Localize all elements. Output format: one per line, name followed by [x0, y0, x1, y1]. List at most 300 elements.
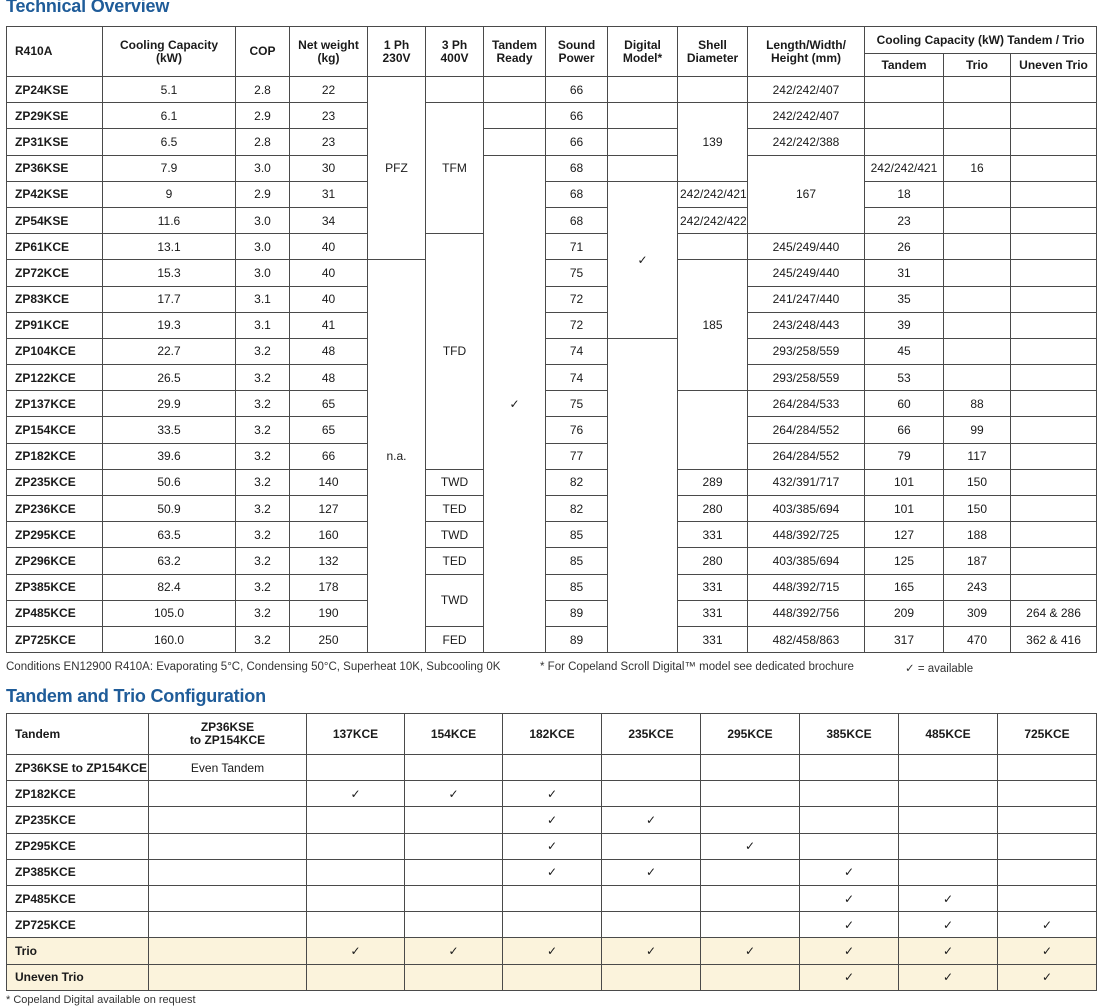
dims-cell: 432/391/717	[748, 469, 865, 495]
tandem-cap-cell: 18	[865, 181, 944, 207]
tandem-cap-cell	[865, 77, 944, 103]
check-cell: ✓	[503, 938, 602, 964]
uneven-cap-cell	[1011, 391, 1097, 417]
tandem-ready-cell	[484, 103, 546, 129]
weight-cell: 65	[290, 391, 368, 417]
config-cell	[998, 833, 1097, 859]
header-sub-trio: Trio	[944, 54, 1011, 77]
uneven-cap-cell	[1011, 417, 1097, 443]
model-cell: ZP122KCE	[7, 365, 103, 391]
weight-cell: 65	[290, 417, 368, 443]
available-legend: ✓ = available	[905, 663, 974, 675]
ph1-na-cell: n.a.	[368, 260, 426, 653]
weight-cell: 40	[290, 234, 368, 260]
table-row	[7, 312, 1097, 338]
config-row	[7, 807, 1097, 833]
config-row-label: ZP385KCE	[7, 859, 149, 885]
model-cell: ZP24KSE	[7, 77, 103, 103]
capacity-cell: 105.0	[103, 600, 236, 626]
cop-cell: 3.2	[236, 548, 290, 574]
ph3-ted-cell: TED	[426, 548, 484, 574]
config-cell	[998, 755, 1097, 781]
trio-cap-cell	[1011, 155, 1097, 181]
cop-cell: 3.2	[236, 391, 290, 417]
digital-cell	[608, 129, 678, 155]
config-row-label: ZP295KCE	[7, 833, 149, 859]
model-cell: ZP296KCE	[7, 548, 103, 574]
header-1ph: 1 Ph 230V	[368, 27, 426, 77]
config-header-295kce: 295KCE	[701, 714, 800, 755]
uneven-cap-cell	[1011, 103, 1097, 129]
digital-cell	[608, 77, 678, 103]
uneven-cap-cell: 362 & 416	[1011, 626, 1097, 652]
dims-cell: 293/258/559	[748, 365, 865, 391]
trio-cap-cell	[944, 338, 1011, 364]
tandem-cap-cell: 35	[865, 286, 944, 312]
cop-cell: 3.0	[236, 234, 290, 260]
trio-cap-cell: 117	[944, 443, 1011, 469]
config-cell	[405, 807, 503, 833]
shell-cell	[678, 234, 748, 260]
sound-cell: 66	[546, 77, 608, 103]
config-cell	[998, 885, 1097, 911]
config-cell	[899, 807, 998, 833]
cop-cell: 3.2	[236, 626, 290, 652]
check-cell: ✓	[602, 859, 701, 885]
sound-cell: 76	[546, 417, 608, 443]
uneven-cap-cell	[1011, 181, 1097, 207]
model-cell: ZP137KCE	[7, 391, 103, 417]
uneven-cap-cell	[1011, 234, 1097, 260]
shell-280-cell: 280	[678, 548, 748, 574]
config-cell	[149, 807, 307, 833]
dims-cell: 448/392/715	[748, 574, 865, 600]
sound-cell: 72	[546, 286, 608, 312]
capacity-cell: 160.0	[103, 626, 236, 652]
header-sound-power: Sound Power	[546, 27, 608, 77]
config-cell	[899, 833, 998, 859]
check-cell: ✓	[602, 807, 701, 833]
cop-cell: 3.2	[236, 496, 290, 522]
weight-cell: 140	[290, 469, 368, 495]
header-sub-uneven-trio: Uneven Trio	[1011, 54, 1097, 77]
cop-cell: 3.2	[236, 522, 290, 548]
trio-cap-cell	[944, 286, 1011, 312]
config-cell	[602, 781, 701, 807]
check-cell: ✓	[800, 885, 899, 911]
capacity-cell: 82.4	[103, 574, 236, 600]
dims-cell: 242/242/421	[865, 155, 944, 181]
model-cell: ZP235KCE	[7, 469, 103, 495]
model-cell: ZP91KCE	[7, 312, 103, 338]
sound-cell: 68	[546, 207, 608, 233]
config-row-label: ZP235KCE	[7, 807, 149, 833]
capacity-cell: 50.9	[103, 496, 236, 522]
tandem-ready-cell	[484, 129, 546, 155]
shell-331-cell: 331	[678, 522, 748, 548]
header-cooling-capacity: Cooling Capacity (kW)	[103, 27, 236, 77]
cop-cell: 3.2	[236, 338, 290, 364]
ph3-ted-cell: TED	[426, 496, 484, 522]
shell-331-cell: 331	[678, 600, 748, 626]
uneven-cap-cell: 264 & 286	[1011, 600, 1097, 626]
config-header-235kce: 235KCE	[602, 714, 701, 755]
dims-cell: 264/284/552	[748, 417, 865, 443]
tandem-cap-cell: 125	[865, 548, 944, 574]
trio-cap-cell: 309	[944, 600, 1011, 626]
check-cell: ✓	[503, 781, 602, 807]
dims-cell: 448/392/725	[748, 522, 865, 548]
digital-cell	[608, 103, 678, 129]
config-row	[7, 885, 1097, 911]
header-shell-diameter: Shell Diameter	[678, 27, 748, 77]
tandem-cap-cell: 66	[865, 417, 944, 443]
tandem-ready-cell	[484, 77, 546, 103]
config-cell	[899, 781, 998, 807]
ph3-cell	[426, 77, 484, 103]
uneven-cap-cell	[1011, 338, 1097, 364]
cop-cell: 2.9	[236, 103, 290, 129]
shell-cell	[678, 391, 748, 470]
capacity-cell: 9	[103, 181, 236, 207]
check-cell: ✓	[701, 938, 800, 964]
trio-cap-cell	[944, 365, 1011, 391]
capacity-cell: 33.5	[103, 417, 236, 443]
cop-cell: 3.2	[236, 443, 290, 469]
tandem-cap-cell: 16	[944, 155, 1011, 181]
capacity-cell: 6.1	[103, 103, 236, 129]
check-cell: ✓	[405, 938, 503, 964]
header-cooling-group: Cooling Capacity (kW) Tandem / Trio	[865, 27, 1097, 54]
capacity-cell: 5.1	[103, 77, 236, 103]
capacity-cell: 19.3	[103, 312, 236, 338]
check-cell: ✓	[307, 781, 405, 807]
weight-cell: 23	[290, 103, 368, 129]
table-row	[7, 260, 1097, 286]
tandem-cap-cell: 26	[865, 234, 944, 260]
dims-cell: 242/242/407	[748, 77, 865, 103]
config-cell	[701, 859, 800, 885]
check-cell: ✓	[899, 912, 998, 938]
weight-cell: 23	[290, 129, 368, 155]
shell-167-cell: 167	[748, 155, 865, 234]
config-cell	[307, 807, 405, 833]
dims-cell: 448/392/756	[748, 600, 865, 626]
trio-cap-cell: 188	[944, 522, 1011, 548]
cop-cell: 3.2	[236, 469, 290, 495]
table-row	[7, 286, 1097, 312]
weight-cell: 40	[290, 260, 368, 286]
header-dimensions: Length/Width/ Height (mm)	[748, 27, 865, 77]
config-cell	[701, 781, 800, 807]
trio-cap-cell	[944, 260, 1011, 286]
cop-cell: 3.1	[236, 286, 290, 312]
sound-cell: 72	[546, 312, 608, 338]
config-cell	[701, 912, 800, 938]
cop-cell: 3.0	[236, 155, 290, 181]
weight-cell: 48	[290, 338, 368, 364]
cop-cell: 2.8	[236, 77, 290, 103]
header-tandem-ready: Tandem Ready	[484, 27, 546, 77]
trio-cap-cell: 88	[944, 391, 1011, 417]
tandem-ready-check-cell: ✓	[484, 155, 546, 653]
sound-cell: 77	[546, 443, 608, 469]
shell-185-cell: 185	[678, 260, 748, 391]
conditions-footnote: Conditions EN12900 R410A: Evaporating 5°C, Condensing 50°C, Superheat 10K, Subcooling 0K	[6, 661, 501, 673]
check-cell: ✓	[899, 885, 998, 911]
table-row	[7, 600, 1097, 626]
table-row	[7, 234, 1097, 260]
table-row	[7, 496, 1097, 522]
config-cell	[307, 833, 405, 859]
tandem-cap-cell: 23	[865, 207, 944, 233]
config-cell	[503, 964, 602, 990]
digital-cell	[608, 155, 678, 181]
model-cell: ZP61KCE	[7, 234, 103, 260]
sound-cell: 85	[546, 574, 608, 600]
weight-cell: 127	[290, 496, 368, 522]
config-row	[7, 755, 1097, 781]
config-cell	[149, 859, 307, 885]
table-row	[7, 155, 1097, 181]
weight-cell: 160	[290, 522, 368, 548]
weight-cell: 48	[290, 365, 368, 391]
tandem-cap-cell: 79	[865, 443, 944, 469]
config-row	[7, 781, 1097, 807]
cop-cell: 3.2	[236, 574, 290, 600]
config-header-range: ZP36KSE to ZP154KCE	[149, 714, 307, 755]
tandem-cap-cell	[865, 103, 944, 129]
config-header-tandem: Tandem	[7, 714, 149, 755]
check-cell: ✓	[503, 859, 602, 885]
digital-cell	[608, 338, 678, 652]
tandem-cap-cell: 209	[865, 600, 944, 626]
tandem-cap-cell: 45	[865, 338, 944, 364]
check-cell: ✓	[998, 912, 1097, 938]
check-cell: ✓	[998, 938, 1097, 964]
config-cell	[701, 885, 800, 911]
model-cell: ZP29KSE	[7, 103, 103, 129]
capacity-cell: 39.6	[103, 443, 236, 469]
check-cell: ✓	[307, 938, 405, 964]
tandem-cap-cell: 317	[865, 626, 944, 652]
config-row	[7, 912, 1097, 938]
header-digital-model: Digital Model*	[608, 27, 678, 77]
cop-cell: 2.8	[236, 129, 290, 155]
sound-cell: 75	[546, 260, 608, 286]
technical-overview-title: Technical Overview	[6, 0, 170, 16]
model-cell: ZP485KCE	[7, 600, 103, 626]
config-row-label: ZP182KCE	[7, 781, 149, 807]
cop-cell: 3.0	[236, 260, 290, 286]
bottom-footnote: * Copeland Digital available on request	[6, 994, 196, 1006]
model-cell: ZP36KSE	[7, 155, 103, 181]
uneven-cap-cell	[1011, 469, 1097, 495]
config-cell	[149, 938, 307, 964]
weight-cell: 250	[290, 626, 368, 652]
table-row	[7, 391, 1097, 417]
config-cell	[602, 885, 701, 911]
capacity-cell: 22.7	[103, 338, 236, 364]
shell-cell	[678, 77, 748, 103]
config-row	[7, 859, 1097, 885]
cop-cell: 3.2	[236, 600, 290, 626]
trio-cap-cell	[944, 103, 1011, 129]
table-row	[7, 77, 1097, 103]
dims-cell: 245/249/440	[748, 260, 865, 286]
capacity-cell: 15.3	[103, 260, 236, 286]
header-cop: COP	[236, 27, 290, 77]
config-cell	[149, 964, 307, 990]
config-header-137kce: 137KCE	[307, 714, 405, 755]
check-cell: ✓	[800, 938, 899, 964]
capacity-cell: 11.6	[103, 207, 236, 233]
model-cell: ZP31KSE	[7, 129, 103, 155]
dims-cell: 242/242/407	[748, 103, 865, 129]
check-cell: ✓	[701, 833, 800, 859]
config-cell	[405, 912, 503, 938]
uneven-cap-cell	[1011, 365, 1097, 391]
model-cell: ZP182KCE	[7, 443, 103, 469]
weight-cell: 190	[290, 600, 368, 626]
config-cell	[405, 755, 503, 781]
config-cell	[307, 859, 405, 885]
tandem-cap-cell: 39	[865, 312, 944, 338]
model-cell: ZP83KCE	[7, 286, 103, 312]
tandem-cap-cell: 53	[865, 365, 944, 391]
config-row-label: Trio	[7, 938, 149, 964]
config-cell	[602, 755, 701, 781]
model-cell: ZP236KCE	[7, 496, 103, 522]
model-cell: ZP154KCE	[7, 417, 103, 443]
config-cell	[998, 807, 1097, 833]
capacity-cell: 13.1	[103, 234, 236, 260]
config-header-385kce: 385KCE	[800, 714, 899, 755]
technical-overview-table	[6, 26, 1097, 653]
digital-footnote: * For Copeland Scroll Digital™ model see dedicated brochure	[540, 661, 854, 673]
sound-cell: 75	[546, 391, 608, 417]
config-header-182kce: 182KCE	[503, 714, 602, 755]
cop-cell: 2.9	[236, 181, 290, 207]
config-cell	[405, 964, 503, 990]
table-row	[7, 626, 1097, 652]
config-cell	[701, 964, 800, 990]
check-cell: ✓	[998, 964, 1097, 990]
sound-cell: 66	[546, 103, 608, 129]
capacity-cell: 63.5	[103, 522, 236, 548]
weight-cell: 31	[290, 181, 368, 207]
trio-cap-cell: 150	[944, 496, 1011, 522]
header-net-weight: Net weight (kg)	[290, 27, 368, 77]
table-row	[7, 548, 1097, 574]
trio-cap-cell	[944, 312, 1011, 338]
trio-cap-cell: 470	[944, 626, 1011, 652]
tandem-cap-cell: 60	[865, 391, 944, 417]
digital-check-cell: ✓	[608, 181, 678, 338]
config-summary-row	[7, 964, 1097, 990]
tandem-cap-cell: 101	[865, 496, 944, 522]
weight-cell: 132	[290, 548, 368, 574]
uneven-cap-cell	[1011, 522, 1097, 548]
ph3-twd-cell: TWD	[426, 469, 484, 495]
table-row	[7, 207, 1097, 233]
check-cell: ✓	[800, 912, 899, 938]
table-row	[7, 129, 1097, 155]
shell-139-cell: 139	[678, 103, 748, 182]
config-cell	[800, 781, 899, 807]
trio-cap-cell	[944, 207, 1011, 233]
config-cell	[701, 755, 800, 781]
uneven-cap-cell	[1011, 260, 1097, 286]
sound-cell: 82	[546, 496, 608, 522]
check-cell: ✓	[602, 938, 701, 964]
config-cell	[503, 912, 602, 938]
tandem-cap-cell: 101	[865, 469, 944, 495]
cop-cell: 3.1	[236, 312, 290, 338]
config-cell	[149, 912, 307, 938]
config-header-485kce: 485KCE	[899, 714, 998, 755]
table-row	[7, 574, 1097, 600]
capacity-cell: 50.6	[103, 469, 236, 495]
dims-cell: 242/242/422	[678, 207, 748, 233]
trio-cap-cell: 187	[944, 548, 1011, 574]
config-cell	[602, 964, 701, 990]
cop-cell: 3.2	[236, 417, 290, 443]
config-row-label: ZP725KCE	[7, 912, 149, 938]
capacity-cell: 26.5	[103, 365, 236, 391]
check-cell: ✓	[800, 964, 899, 990]
ph3-tfd-cell: TFD	[426, 234, 484, 470]
sound-cell: 89	[546, 626, 608, 652]
check-cell: ✓	[800, 859, 899, 885]
sound-cell: 82	[546, 469, 608, 495]
dims-cell: 293/258/559	[748, 338, 865, 364]
table-row	[7, 103, 1097, 129]
config-cell	[405, 833, 503, 859]
trio-cap-cell: 99	[944, 417, 1011, 443]
dims-cell: 242/242/421	[678, 181, 748, 207]
shell-280-cell: 280	[678, 496, 748, 522]
check-cell: ✓	[503, 807, 602, 833]
shell-331-cell: 331	[678, 626, 748, 652]
tandem-trio-title: Tandem and Trio Configuration	[6, 686, 266, 706]
table-row	[7, 443, 1097, 469]
config-cell	[899, 755, 998, 781]
table-row	[7, 181, 1097, 207]
uneven-cap-cell	[1011, 77, 1097, 103]
weight-cell: 34	[290, 207, 368, 233]
uneven-cap-cell	[1011, 574, 1097, 600]
tandem-cap-cell	[865, 129, 944, 155]
uneven-cap-cell	[1011, 286, 1097, 312]
config-header-725kce: 725KCE	[998, 714, 1097, 755]
dims-cell: 403/385/694	[748, 496, 865, 522]
sound-cell: 68	[546, 181, 608, 207]
dims-cell: 264/284/533	[748, 391, 865, 417]
sound-cell: 74	[546, 365, 608, 391]
header-3ph: 3 Ph 400V	[426, 27, 484, 77]
config-cell	[149, 885, 307, 911]
trio-cap-cell	[944, 129, 1011, 155]
capacity-cell: 63.2	[103, 548, 236, 574]
sound-cell: 71	[546, 234, 608, 260]
config-cell	[307, 885, 405, 911]
dims-cell: 245/249/440	[748, 234, 865, 260]
model-cell: ZP54KSE	[7, 207, 103, 233]
sound-cell: 85	[546, 548, 608, 574]
tandem-cap-cell: 127	[865, 522, 944, 548]
trio-cap-cell: 150	[944, 469, 1011, 495]
